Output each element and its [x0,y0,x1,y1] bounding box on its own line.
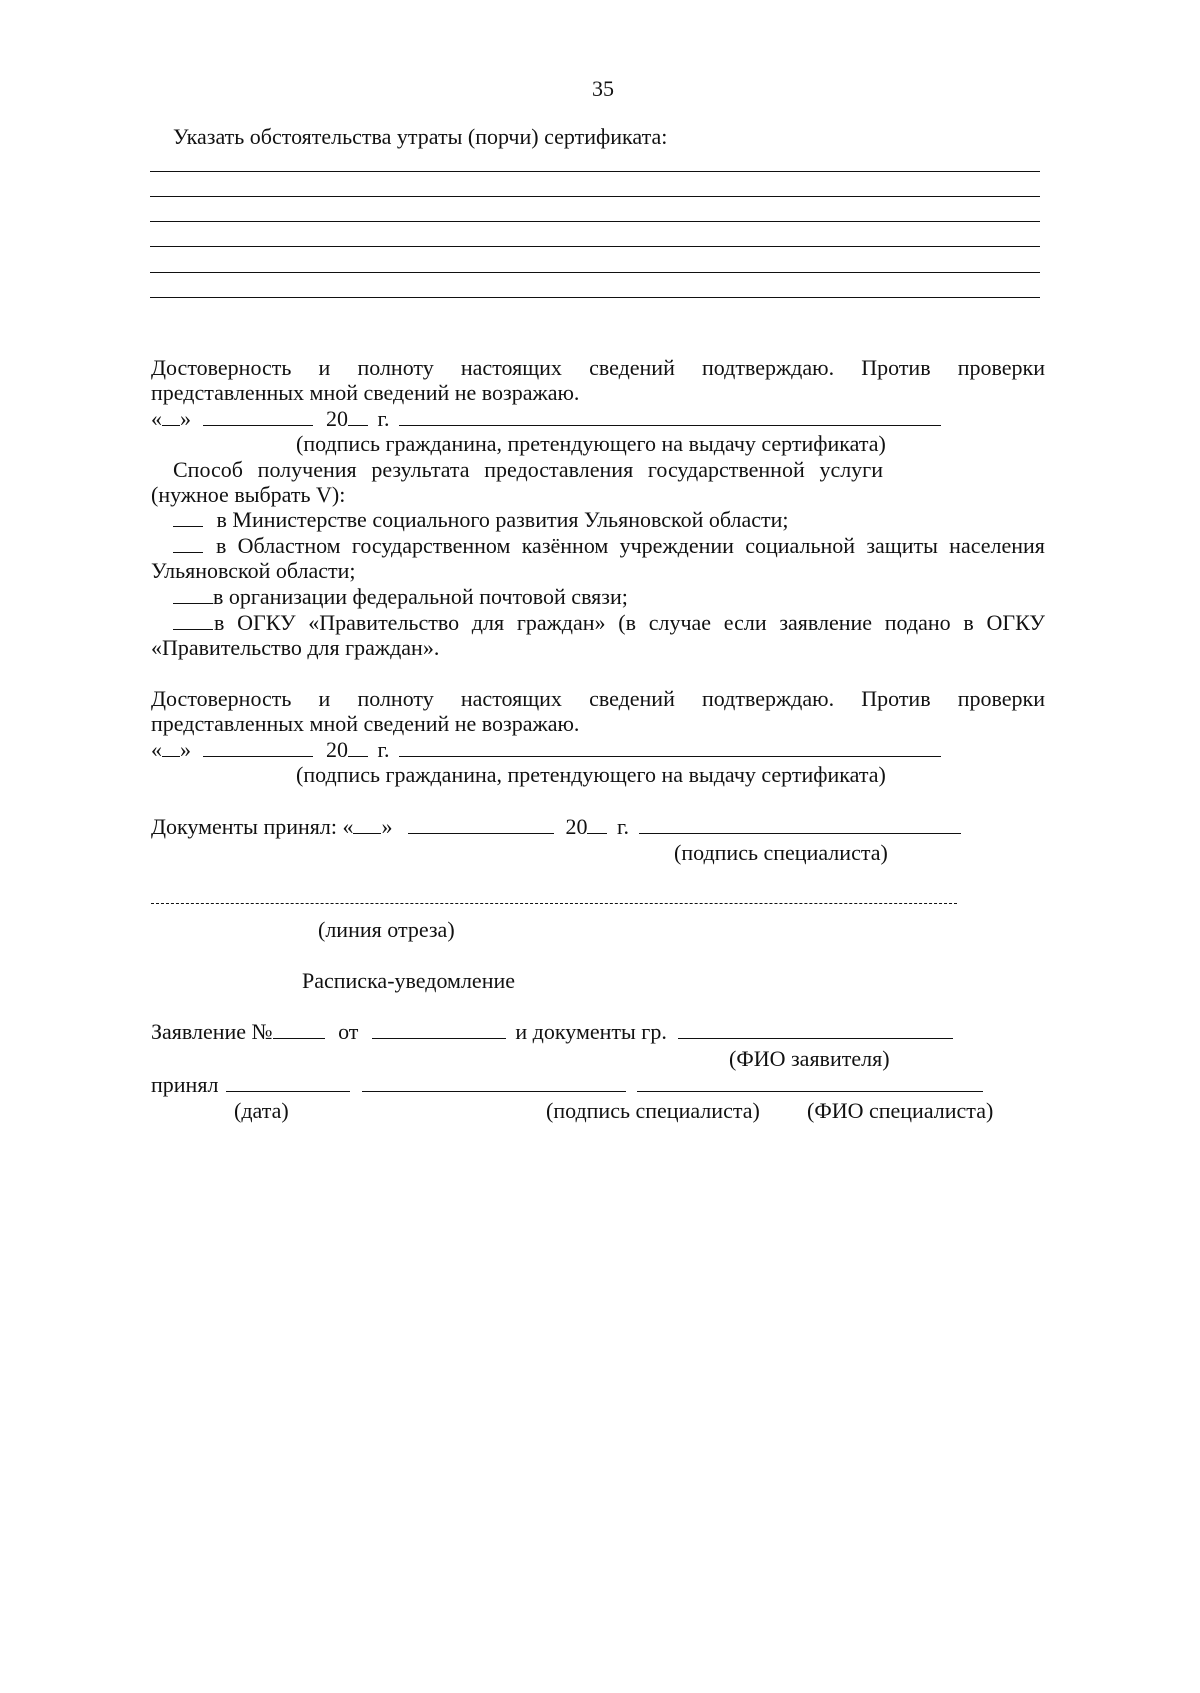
received-name-caption: (ФИО специалиста) [807,1098,994,1123]
specialist-signature-line[interactable] [639,815,961,834]
specialist-signature-caption: (подпись специалиста) [674,840,888,865]
cut-line [151,903,957,904]
method-option-4-line-1: в ОГКУ «Правительство для граждан» (в случае если заявление подано в ОГКУ [214,610,1045,635]
month-blank-1[interactable] [203,407,313,426]
loss-circumstances-label: Указать обстоятельства утраты (порчи) сертификата: [173,124,668,149]
year-blank-1[interactable] [348,407,368,426]
application-date-blank[interactable] [372,1020,506,1039]
method-intro-line-2: (нужное выбрать V): [151,482,346,507]
receipt-received-row: принял [151,1072,983,1098]
confirmation-1-line-2: представленных мной сведений не возражаю. [151,380,580,405]
option-1-checkbox[interactable] [173,508,203,527]
method-option-2-line-1: в Областном государственном казённом учреждении социальной защиты населения [216,533,1045,558]
option-3-checkbox[interactable] [173,585,213,604]
application-number-blank[interactable] [273,1020,325,1039]
citizen-signature-line-2[interactable] [399,738,941,757]
date-row-1: « » 20 г. [151,406,941,432]
method-option-4-line-2: «Правительство для граждан». [151,635,440,660]
confirmation-1-line-1: Достоверность и полноту настоящих сведений подтверждаю. Против проверки [151,355,1045,380]
day-blank-1[interactable] [162,407,180,426]
received-date-blank[interactable] [226,1073,350,1092]
loss-line-1[interactable] [150,171,1040,172]
documents-accepted-row: Документы принял: « » 20 г. [151,814,961,840]
option-2-checkbox[interactable] [173,552,203,553]
citizen-signature-line-1[interactable] [399,407,941,426]
received-name-blank[interactable] [637,1073,983,1092]
month-blank-2[interactable] [203,738,313,757]
cut-line-caption: (линия отреза) [318,917,455,942]
date-row-2: « » 20 г. [151,737,941,763]
year-blank-2[interactable] [348,738,368,757]
applicant-name-caption: (ФИО заявителя) [729,1046,890,1071]
applicant-name-blank[interactable] [678,1020,953,1039]
confirmation-2-line-1: Достоверность и полноту настоящих сведений подтверждаю. Против проверки [151,686,1045,711]
method-option-2-line-2: Ульяновской области; [151,558,356,583]
confirmation-2-line-2: представленных мной сведений не возражаю. [151,711,580,736]
accepted-year-blank[interactable] [587,815,607,834]
loss-line-5[interactable] [150,272,1040,273]
receipt-application-row: Заявление № от и документы гр. [151,1019,953,1045]
receipt-title: Расписка-уведомление [302,968,516,993]
citizen-signature-caption-2: (подпись гражданина, претендующего на выдачу сертификата) [296,762,886,787]
method-option-3: в организации федеральной почтовой связи; [173,584,628,610]
loss-line-6[interactable] [150,297,1040,298]
accepted-day-blank[interactable] [353,815,381,834]
option-4-checkbox[interactable] [173,629,213,630]
method-intro-line-1: Способ получения результата предоставления государственной услуги [173,457,883,482]
loss-line-4[interactable] [150,246,1040,247]
loss-line-3[interactable] [150,221,1040,222]
received-date-caption: (дата) [234,1098,289,1123]
accepted-month-blank[interactable] [408,815,554,834]
received-signature-blank[interactable] [362,1073,626,1092]
method-option-1: в Министерстве социального развития Ульяновской области; [173,507,789,533]
citizen-signature-caption-1: (подпись гражданина, претендующего на выдачу сертификата) [296,431,886,456]
day-blank-2[interactable] [162,738,180,757]
received-signature-caption: (подпись специалиста) [546,1098,760,1123]
loss-line-2[interactable] [150,196,1040,197]
page-number: 35 [592,76,614,101]
